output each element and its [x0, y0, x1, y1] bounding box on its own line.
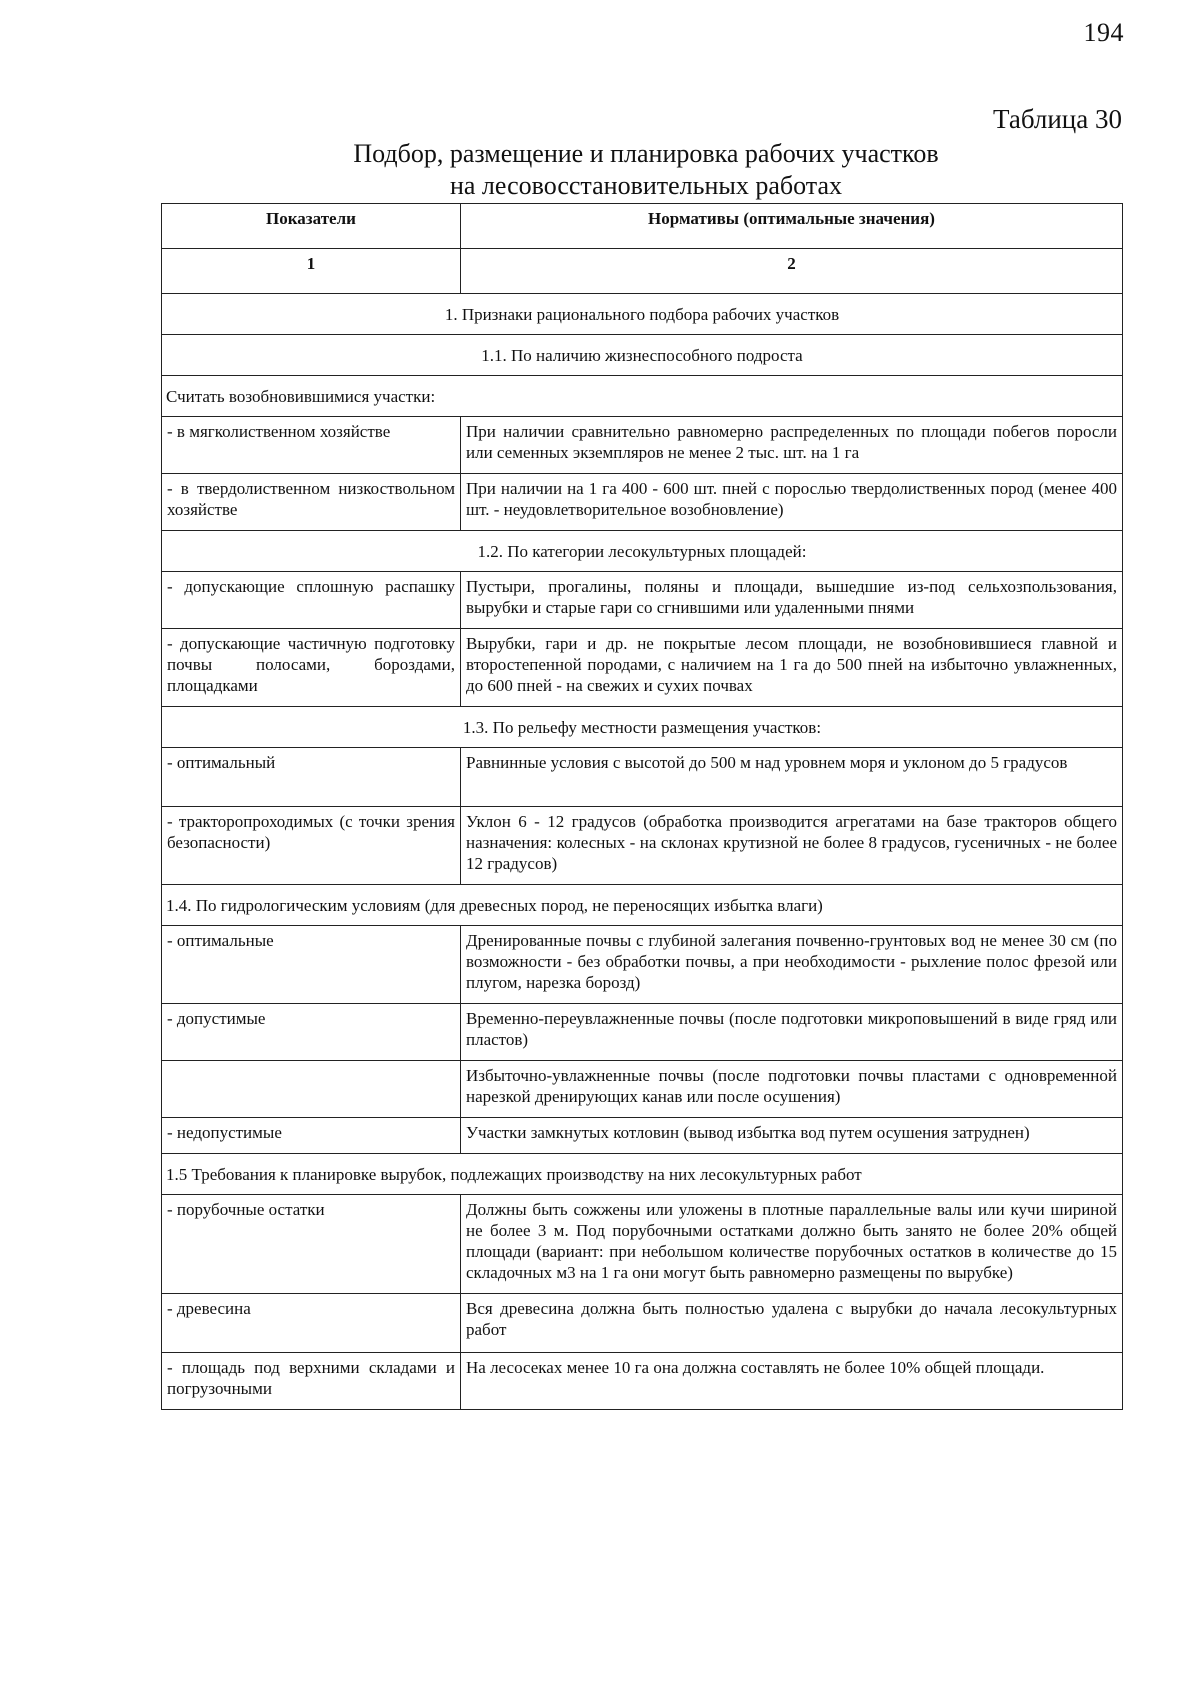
column-number-row: [162, 249, 1123, 294]
row-indicator: [162, 1061, 461, 1118]
section-1-2-heading: 1.2. По категории лесокультурных площадей:: [162, 531, 1123, 572]
section-row: [162, 1154, 1123, 1195]
row-norm: Избыточно-увлажненные почвы (после подготовки почвы пластами с одновременной нарезкой дренирующих канав или после осушения): [461, 1061, 1123, 1118]
row-norm: Временно-переувлажненные почвы (после подготовки микроповышений в виде гряд или пластов): [461, 1004, 1123, 1061]
row-indicator: - порубочные остатки: [162, 1195, 461, 1294]
table-row: [162, 1004, 1123, 1061]
row-indicator: - в твердолиственном низкоствольном хозяйстве: [162, 474, 461, 531]
section-1-1-subheading: Считать возобновившимися участки:: [162, 376, 1123, 417]
row-indicator: - недопустимые: [162, 1118, 461, 1154]
section-row: [162, 335, 1123, 376]
row-indicator: - допускающие сплошную распашку: [162, 572, 461, 629]
row-norm: Вся древесина должна быть полностью удалена с вырубки до начала лесокультурных работ: [461, 1294, 1123, 1353]
row-norm: При наличии сравнительно равномерно распределенных по площади побегов поросли или семенных экземпляров не менее 2 тыс. шт. на 1 га: [461, 417, 1123, 474]
page-number: 194: [1083, 18, 1124, 47]
section-row: [162, 294, 1123, 335]
section-row: [162, 707, 1123, 748]
table-row: [162, 807, 1123, 885]
section-1-heading: 1. Признаки рационального подбора рабочих участков: [162, 294, 1123, 335]
column-number-2: 2: [461, 249, 1123, 294]
table-row: [162, 629, 1123, 707]
column-number-1: 1: [162, 249, 461, 294]
table-row: [162, 926, 1123, 1004]
row-norm: Должны быть сожжены или уложены в плотные параллельные валы или кучи шириной не более 3 м. Под порубочными остатками должно быть занято не более 20% общей площади (вариант: при небольшом количестве порубочных остатков в количестве до 15 складочных м3 на 1 га они могут быть равномерно размещены по вырубке): [461, 1195, 1123, 1294]
row-norm: На лесосеках менее 10 га она должна составлять не более 10% общей площади.: [461, 1353, 1123, 1410]
section-row: [162, 376, 1123, 417]
header-indicators: Показатели: [162, 204, 461, 249]
section-row: [162, 885, 1123, 926]
row-indicator: - допустимые: [162, 1004, 461, 1061]
table-label: Таблица 30: [993, 104, 1122, 134]
row-norm: Дренированные почвы с глубиной залегания почвенно-грунтовых вод не менее 30 см (по возможности - без обработки почвы, а при необходимости - рыхление полос фрезой или плугом, нарезка борозд): [461, 926, 1123, 1004]
table-row: [162, 1118, 1123, 1154]
row-indicator: - оптимальные: [162, 926, 461, 1004]
title-line-2: на лесовосстановительных работах: [449, 171, 843, 200]
norms-table: [161, 203, 1123, 1410]
row-norm: При наличии на 1 га 400 - 600 шт. пней с порослью твердолиственных пород (менее 400 шт. - неудовлетворительное возобновление): [461, 474, 1123, 531]
row-indicator: - оптимальный: [162, 748, 461, 807]
table-row: [162, 572, 1123, 629]
table-title: [166, 138, 1126, 202]
table-row: [162, 417, 1123, 474]
title-line-1: Подбор, размещение и планировка рабочих участков: [353, 139, 939, 168]
table-row: [162, 748, 1123, 807]
table-row: [162, 1061, 1123, 1118]
row-indicator: - площадь под верхними складами и погрузочными: [162, 1353, 461, 1410]
table-row: [162, 474, 1123, 531]
section-1-5-heading: 1.5 Требования к планировке вырубок, подлежащих производству на них лесокультурных работ: [162, 1154, 1123, 1195]
row-indicator: - тракторопроходимых (с точки зрения безопасности): [162, 807, 461, 885]
section-1-3-heading: 1.3. По рельефу местности размещения участков:: [162, 707, 1123, 748]
header-norms: Нормативы (оптимальные значения): [461, 204, 1123, 249]
row-norm: Пустыри, прогалины, поляны и площади, вышедшие из-под сельхозпользования, вырубки и старые гари со сгнившими или удаленными пнями: [461, 572, 1123, 629]
row-norm: Уклон 6 - 12 градусов (обработка производится агрегатами на базе тракторов общего назначения: колесных - на склонах крутизной не более 8 градусов, гусеничных - не более 12 градусов): [461, 807, 1123, 885]
row-norm: Участки замкнутых котловин (вывод избытка вод путем осушения затруднен): [461, 1118, 1123, 1154]
section-1-4-heading: 1.4. По гидрологическим условиям (для древесных пород, не переносящих избытка влаги): [162, 885, 1123, 926]
row-indicator: - древесина: [162, 1294, 461, 1353]
section-row: [162, 531, 1123, 572]
table-row: [162, 1195, 1123, 1294]
row-indicator: - допускающие частичную подготовку почвы полосами, бороздами, площадками: [162, 629, 461, 707]
section-1-1-heading: 1.1. По наличию жизнеспособного подроста: [162, 335, 1123, 376]
row-indicator: - в мягколиственном хозяйстве: [162, 417, 461, 474]
row-norm: Вырубки, гари и др. не покрытые лесом площади, не возобновившиеся главной и второстепенной породами, с наличием на 1 га до 500 пней на избыточно увлажненных, до 600 пней - на свежих и сухих почвах: [461, 629, 1123, 707]
row-norm: Равнинные условия с высотой до 500 м над уровнем моря и уклоном до 5 градусов: [461, 748, 1123, 807]
table-header-row: [162, 204, 1123, 249]
table-row: [162, 1294, 1123, 1353]
table-row: [162, 1353, 1123, 1410]
